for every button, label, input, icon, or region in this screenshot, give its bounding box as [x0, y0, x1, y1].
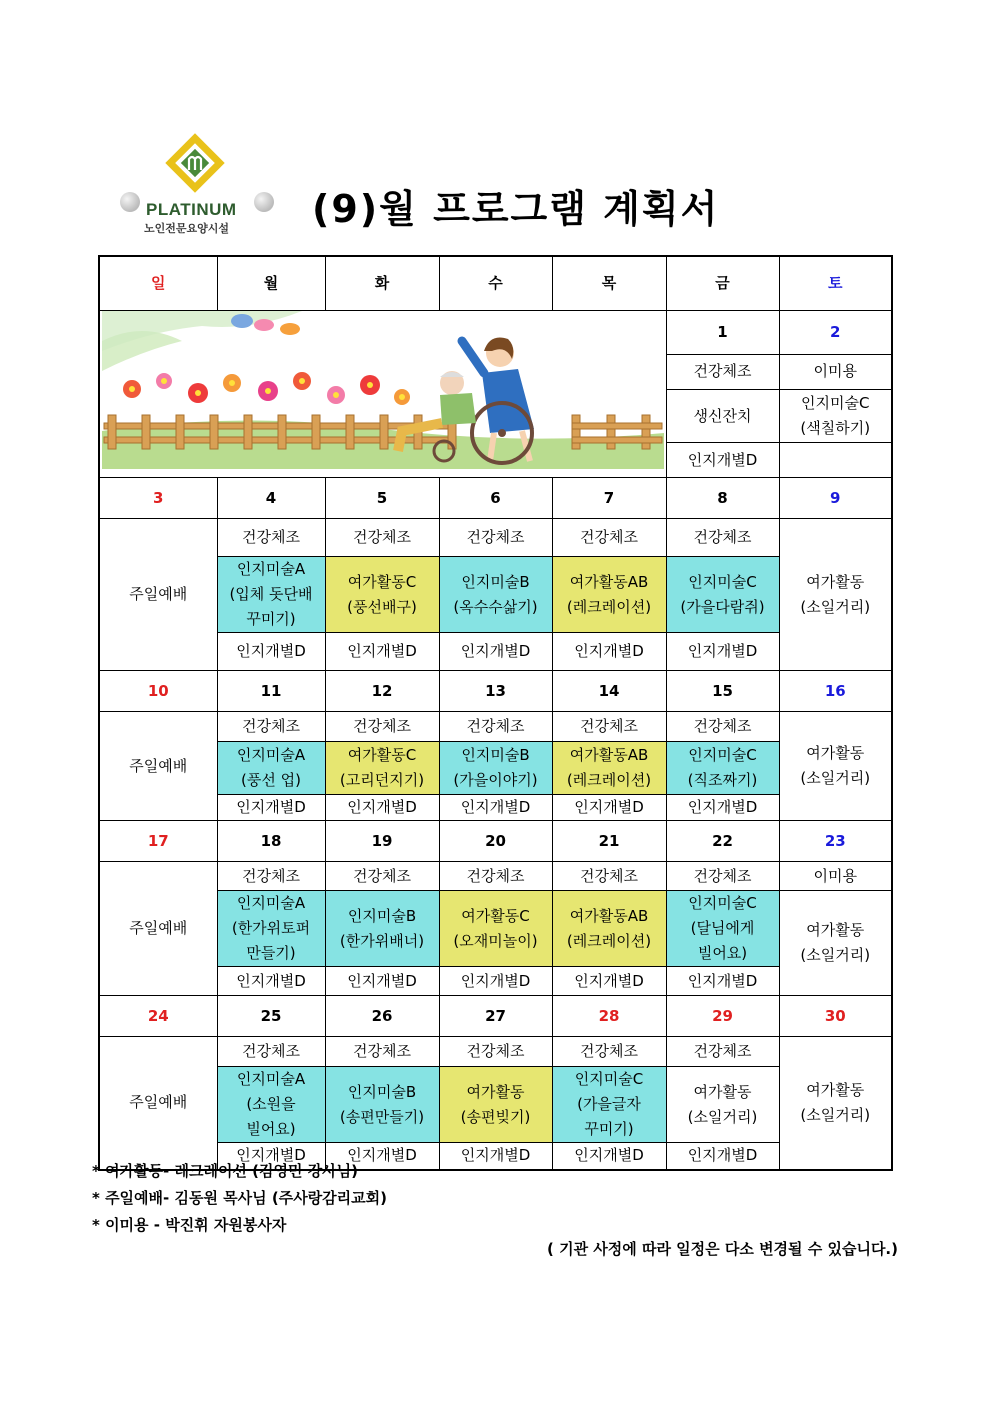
date-21: 21	[552, 821, 666, 862]
activity-25-3: 인지개별D	[217, 1143, 325, 1170]
activity-15-1: 건강체조	[666, 712, 779, 742]
week4-date-row	[99, 821, 892, 862]
date-24: 24	[99, 996, 217, 1037]
note-service: * 주일예배- 김동원 목사님 (주사랑감리교회)	[92, 1189, 388, 1207]
week2-row3	[99, 633, 892, 671]
logo-subtitle: 노인전문요양시설	[144, 222, 230, 235]
activity-20-3: 인지개별D	[439, 967, 552, 996]
weekday-header-row	[99, 256, 892, 311]
week5-date-row	[99, 996, 892, 1037]
activity-19-2: 인지미술B (한가위배너)	[325, 891, 439, 967]
activity-27-1: 건강체조	[439, 1037, 552, 1067]
weekday-wed: 수	[439, 256, 552, 311]
activity-28-2: 인지미술C (가을글자 꾸미기)	[552, 1067, 666, 1143]
activity-fri1-3: 인지개별D	[666, 443, 779, 478]
date-11: 11	[217, 671, 325, 712]
program-calendar	[98, 255, 893, 1171]
logo-name: PLATINUM	[146, 200, 237, 219]
date-2: 2	[779, 311, 892, 355]
caregiver-wheelchair-illustration	[102, 311, 664, 469]
activity-fri1-1: 건강체조	[666, 355, 779, 390]
activity-22-1: 건강체조	[666, 862, 779, 891]
page-title: (9)월 프로그램 계획서	[312, 187, 720, 231]
activity-15-2: 인지미술C (직조짜기)	[666, 742, 779, 795]
week4-row2	[99, 891, 892, 967]
activity-4-2: 인지미술A (입체 돗단배 꾸미기)	[217, 557, 325, 633]
activity-14-1: 건강체조	[552, 712, 666, 742]
activity-26-1: 건강체조	[325, 1037, 439, 1067]
activity-29-1: 건강체조	[666, 1037, 779, 1067]
date-5: 5	[325, 478, 439, 519]
logo-left-dot	[120, 192, 140, 212]
activity-27-2: 여가활동 (송편빚기)	[439, 1067, 552, 1143]
date-30: 30	[779, 996, 892, 1037]
sunday-service-3: 주일예배	[99, 519, 217, 671]
date-14: 14	[552, 671, 666, 712]
weekday-sun: 일	[99, 256, 217, 311]
week2-row2	[99, 557, 892, 633]
activity-14-2: 여가활동AB (레크레이션)	[552, 742, 666, 795]
activity-12-2: 여가활동C (고리던지기)	[325, 742, 439, 795]
activity-6-3: 인지개별D	[439, 633, 552, 671]
date-8: 8	[666, 478, 779, 519]
date-3: 3	[99, 478, 217, 519]
weekday-tue: 화	[325, 256, 439, 311]
activity-13-1: 건강체조	[439, 712, 552, 742]
date-10: 10	[99, 671, 217, 712]
date-27: 27	[439, 996, 552, 1037]
activity-16: 여가활동 (소일거리)	[779, 712, 892, 821]
activity-25-2: 인지미술A (소원을 빌어요)	[217, 1067, 325, 1143]
date-29: 29	[666, 996, 779, 1037]
activity-13-2: 인지미술B (가을이야기)	[439, 742, 552, 795]
logo-right-dot	[254, 192, 274, 212]
activity-11-3: 인지개별D	[217, 795, 325, 821]
weekday-fri: 금	[666, 256, 779, 311]
week5-row1	[99, 1037, 892, 1067]
date-12: 12	[325, 671, 439, 712]
week2-date-row	[99, 478, 892, 519]
date-15: 15	[666, 671, 779, 712]
facility-logo	[118, 132, 278, 242]
date-13: 13	[439, 671, 552, 712]
activity-19-1: 건강체조	[325, 862, 439, 891]
activity-7-2: 여가활동AB (레크레이션)	[552, 557, 666, 633]
diamond-emblem-icon	[164, 132, 226, 194]
activity-11-2: 인지미술A (풍선 업)	[217, 742, 325, 795]
footnotes	[92, 1158, 387, 1239]
activity-29-3: 인지개별D	[666, 1143, 779, 1170]
activity-28-1: 건강체조	[552, 1037, 666, 1067]
week4-row1	[99, 862, 892, 891]
schedule-disclaimer: ( 기관 사정에 따라 일정은 다소 변경될 수 있습니다.)	[547, 1240, 898, 1258]
date-22: 22	[666, 821, 779, 862]
week3-row2	[99, 742, 892, 795]
activity-5-1: 건강체조	[325, 519, 439, 557]
illustration-cell	[99, 311, 666, 478]
activity-23-1: 이미용	[779, 862, 892, 891]
note-leisure: * 여가활동- 레크레이션 (김영민 강사님)	[92, 1162, 359, 1180]
date-19: 19	[325, 821, 439, 862]
activity-21-2: 여가활동AB (레크레이션)	[552, 891, 666, 967]
activity-8-3: 인지개별D	[666, 633, 779, 671]
activity-26-3: 인지개별D	[325, 1143, 439, 1170]
activity-sat2-1: 이미용	[779, 355, 892, 390]
activity-sat2-2: 인지미술C (색칠하기)	[779, 389, 892, 443]
activity-15-3: 인지개별D	[666, 795, 779, 821]
activity-18-2: 인지미술A (한가위토퍼 만들기)	[217, 891, 325, 967]
activity-sat2-3	[779, 443, 892, 478]
date-18: 18	[217, 821, 325, 862]
weekday-mon: 월	[217, 256, 325, 311]
activity-21-3: 인지개별D	[552, 967, 666, 996]
week5-row2	[99, 1067, 892, 1143]
activity-fri1-2: 생신잔치	[666, 389, 779, 443]
date-17: 17	[99, 821, 217, 862]
activity-19-3: 인지개별D	[325, 967, 439, 996]
sunday-service-10: 주일예배	[99, 712, 217, 821]
activity-9: 여가활동 (소일거리)	[779, 519, 892, 671]
date-9: 9	[779, 478, 892, 519]
date-7: 7	[552, 478, 666, 519]
activity-6-2: 인지미술B (옥수수삶기)	[439, 557, 552, 633]
date-6: 6	[439, 478, 552, 519]
activity-20-1: 건강체조	[439, 862, 552, 891]
activity-4-1: 건강체조	[217, 519, 325, 557]
weekday-thu: 목	[552, 256, 666, 311]
date-25: 25	[217, 996, 325, 1037]
sunday-service-24: 주일예배	[99, 1037, 217, 1170]
activity-18-1: 건강체조	[217, 862, 325, 891]
activity-13-3: 인지개별D	[439, 795, 552, 821]
date-28: 28	[552, 996, 666, 1037]
date-23: 23	[779, 821, 892, 862]
activity-14-3: 인지개별D	[552, 795, 666, 821]
activity-7-1: 건강체조	[552, 519, 666, 557]
activity-4-3: 인지개별D	[217, 633, 325, 671]
note-haircut: * 이미용 - 박진휘 자원봉사자	[92, 1216, 287, 1234]
activity-22-3: 인지개별D	[666, 967, 779, 996]
sunday-service-17: 주일예배	[99, 862, 217, 996]
week1-date-row	[99, 311, 892, 355]
activity-5-3: 인지개별D	[325, 633, 439, 671]
activity-7-3: 인지개별D	[552, 633, 666, 671]
week3-date-row	[99, 671, 892, 712]
activity-8-2: 인지미술C (가을다람쥐)	[666, 557, 779, 633]
activity-20-2: 여가활동C (오재미놀이)	[439, 891, 552, 967]
activity-29-2: 여가활동 (소일거리)	[666, 1067, 779, 1143]
date-20: 20	[439, 821, 552, 862]
activity-12-1: 건강체조	[325, 712, 439, 742]
week4-row3	[99, 967, 892, 996]
activity-21-1: 건강체조	[552, 862, 666, 891]
activity-5-2: 여가활동C (풍선배구)	[325, 557, 439, 633]
activity-27-3: 인지개별D	[439, 1143, 552, 1170]
date-1: 1	[666, 311, 779, 355]
activity-28-3: 인지개별D	[552, 1143, 666, 1170]
activity-25-1: 건강체조	[217, 1037, 325, 1067]
activity-6-1: 건강체조	[439, 519, 552, 557]
activity-30: 여가활동 (소일거리)	[779, 1037, 892, 1170]
week3-row1	[99, 712, 892, 742]
week3-row3	[99, 795, 892, 821]
activity-12-3: 인지개별D	[325, 795, 439, 821]
date-4: 4	[217, 478, 325, 519]
activity-22-2: 인지미술C (달님에게 빌어요)	[666, 891, 779, 967]
activity-8-1: 건강체조	[666, 519, 779, 557]
activity-11-1: 건강체조	[217, 712, 325, 742]
activity-26-2: 인지미술B (송편만들기)	[325, 1067, 439, 1143]
date-26: 26	[325, 996, 439, 1037]
date-16: 16	[779, 671, 892, 712]
activity-18-3: 인지개별D	[217, 967, 325, 996]
weekday-sat: 토	[779, 256, 892, 311]
week2-row1	[99, 519, 892, 557]
activity-23-2: 여가활동 (소일거리)	[779, 891, 892, 996]
